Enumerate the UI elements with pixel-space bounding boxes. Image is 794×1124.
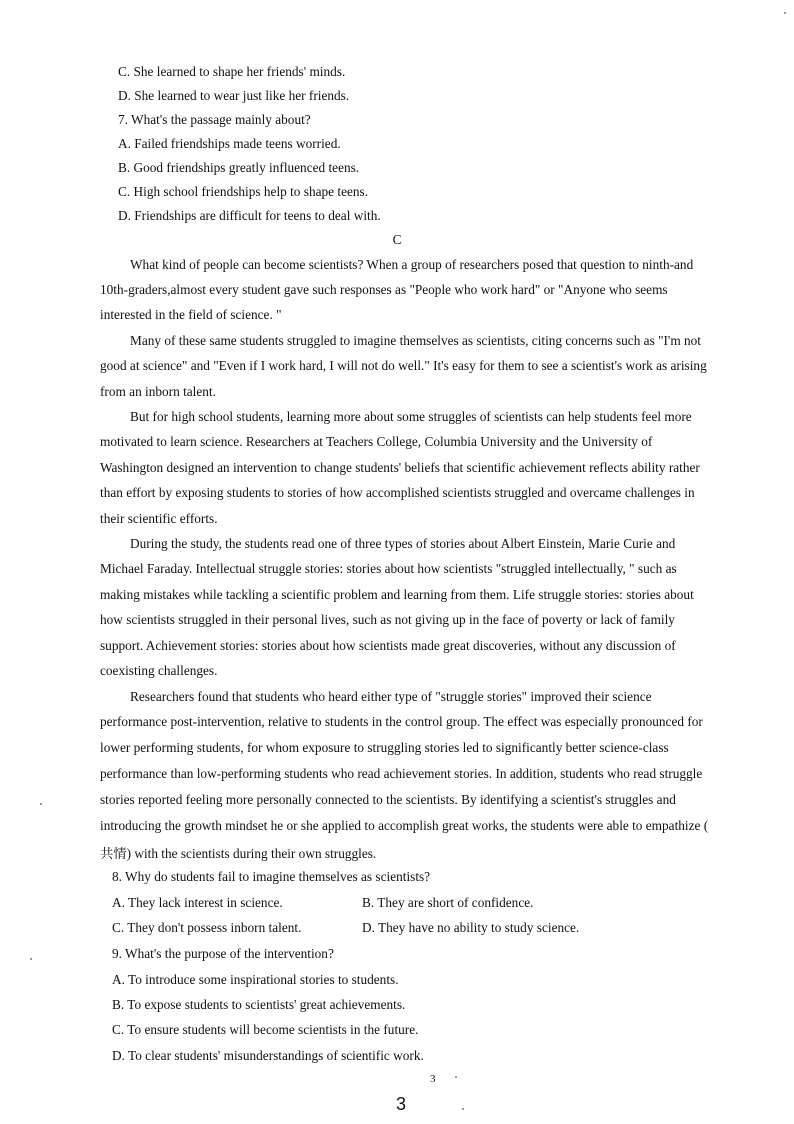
passage-line: What kind of people can become scientists? When a group of researchers posed that question to ninth-and [130, 257, 694, 272]
q8-question: 8. Why do students fail to imagine themselves as scientists? [112, 869, 431, 884]
page-number-small: 3 [430, 1073, 436, 1085]
q7-option-b: B. Good friendships greatly influenced teens. [118, 160, 360, 175]
q9-option-b: B. To expose students to scientists' great achievements. [112, 997, 406, 1012]
passage-line: introducing the growth mindset he or she applied to accomplish great works, the students were able to empathize ( [100, 818, 709, 833]
passage-line: from an inborn talent. [100, 384, 216, 399]
q8-option-b: B. They are short of confidence. [362, 895, 534, 910]
page-number-large: 3 [396, 1094, 407, 1114]
passage-line: Michael Faraday. Intellectual struggle stories: stories about how scientists "struggled intellectually, " such as [100, 561, 677, 576]
passage-line: During the study, the students read one of three types of stories about Albert Einstein, Marie Curie and [130, 536, 676, 551]
scan-speck [455, 1076, 457, 1078]
passage-line: coexisting challenges. [100, 663, 218, 678]
q7-question: 7. What's the passage mainly about? [118, 112, 311, 127]
passage-line: than effort by exposing students to stories of how accomplished scientists struggled and overcame challenges in [100, 485, 695, 500]
passage-line: performance post-intervention, relative to students in the control group. The effect was especially pronounced for [100, 714, 703, 729]
scan-speck [462, 1108, 464, 1110]
q8-option-d: D. They have no ability to study science. [362, 920, 580, 935]
passage-line: lower performing students, for whom exposure to struggling stories led to significantly better science-class [100, 740, 669, 755]
passage-line: making mistakes while tackling a scientific problem and learning from them. Life struggle stories: stories about [100, 587, 694, 602]
passage-line: Many of these same students struggled to imagine themselves as scientists, citing concerns such as "I'm not [130, 333, 701, 348]
scan-speck [40, 803, 42, 805]
q9-option-a: A. To introduce some inspirational stories to students. [112, 972, 399, 987]
q8-option-c: C. They don't possess inborn talent. [112, 920, 302, 935]
passage-line: support. Achievement stories: stories about how scientists made great discoveries, without any discussion of [100, 638, 676, 653]
passage-line: interested in the field of science. " [100, 307, 282, 322]
q9-option-c: C. To ensure students will become scientists in the future. [112, 1022, 419, 1037]
q7-option-c: C. High school friendships help to shape teens. [118, 184, 369, 199]
q9-question: 9. What's the purpose of the intervention? [112, 946, 334, 961]
passage-line: performance than low-performing students who read achievement stories. In addition, students who read struggle [100, 766, 703, 781]
q6-option-c: C. She learned to shape her friends' minds. [118, 64, 346, 79]
passage-line: 10th-graders,almost every student gave such responses as "People who work hard" or "Anyone who seems [100, 282, 668, 297]
q6-option-d: D. She learned to wear just like her friends. [118, 88, 350, 103]
scan-speck [30, 958, 32, 960]
q9-option-d: D. To clear students' misunderstandings of scientific work. [112, 1048, 424, 1063]
passage-line: But for high school students, learning more about some struggles of scientists can help students feel more [130, 409, 692, 424]
passage-line: their scientific efforts. [100, 511, 218, 526]
passage-line: Washington designed an intervention to change students' beliefs that scientific achievement reflects ability rather [100, 460, 700, 475]
passage-line: Researchers found that students who heard either type of "struggle stories" improved their science [130, 689, 652, 704]
passage-line: good at science" and "Even if I work hard, I will not do well." It's easy for them to see a scientist's work as arising [100, 358, 707, 373]
passage-line: stories reported feeling more personally connected to the scientists. By identifying a scientist's struggles and [100, 792, 676, 807]
passage-line: 共情) with the scientists during their own struggles. [100, 846, 377, 861]
passage-line: motivated to learn science. Researchers at Teachers College, Columbia University and the University of [100, 434, 653, 449]
passage-line: how scientists struggled in their personal lives, such as not giving up in the face of poverty or lack of family [100, 612, 675, 627]
section-letter: C [392, 232, 402, 247]
scan-speck [784, 12, 786, 14]
q8-option-a: A. They lack interest in science. [112, 895, 283, 910]
q7-option-d: D. Friendships are difficult for teens to deal with. [118, 208, 381, 223]
q7-option-a: A. Failed friendships made teens worried. [118, 136, 341, 151]
